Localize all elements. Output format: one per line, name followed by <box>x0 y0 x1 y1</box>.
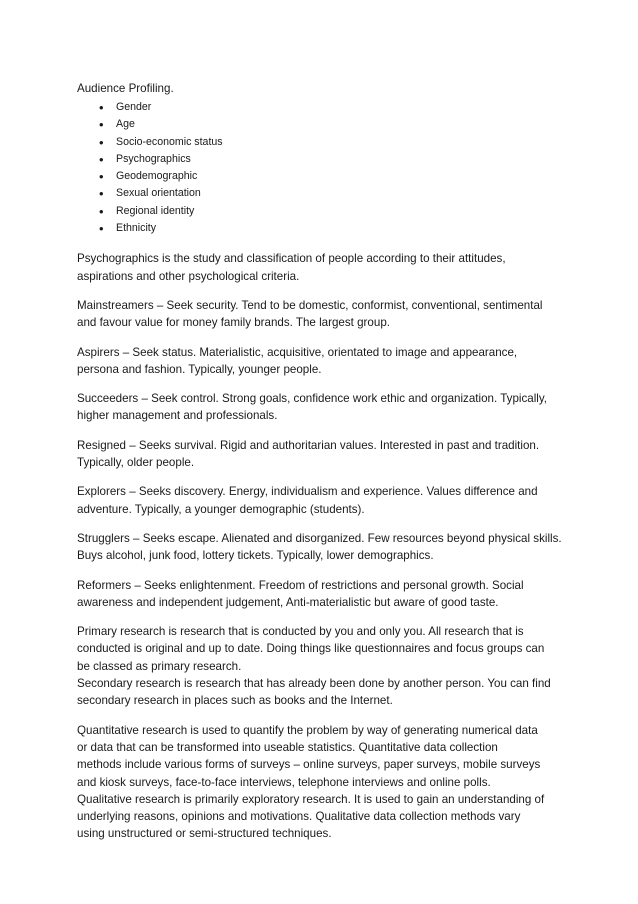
paragraph-aspirers: Aspirers – Seek status. Materialistic, acquisitive, orientated to image and appearance, persona and fashion. Typically, younger people. <box>77 345 518 376</box>
paragraph-explorers: Explorers – Seeks discovery. Energy, individualism and experience. Values difference and adventure. Typically, a younger demographic (students). <box>77 485 538 516</box>
list-item: • Regional identity <box>99 203 577 220</box>
list-item: • Socio-economic status <box>99 134 577 151</box>
list-item: • Age <box>99 116 577 133</box>
list-item: • Psychographics <box>99 151 577 168</box>
list-item: • Gender <box>99 99 577 116</box>
paragraph-mainstreamers: Mainstreamers – Seek security. Tend to be domestic, conformist, conventional, sentimental and favour value for money family brands. The largest group. <box>77 298 543 330</box>
paragraph-strugglers: Strugglers – Seeks escape. Alienated and disorganized. Few resources beyond physical skills. Buys alcohol, junk food, lottery tickets. Typically, lower demographics. <box>77 531 562 563</box>
list-item: • Sexual orientation <box>99 185 577 202</box>
list-item: • Geodemographic <box>99 168 577 185</box>
paragraph-reformers: Reformers – Seeks enlightenment. Freedom of restrictions and personal growth. Social awareness and independent judgement, Anti-materialistic but aware of good taste. <box>77 578 524 609</box>
paragraph-primary-secondary-research: Primary research is research that is conducted by you and only you. All research that is conducted is original and up to date. Doing things like questionnaires and focus groups can be classed as primary research. Secondary research is research that has already been done by another person. You can find secondary research in places such as books and the Internet. <box>77 625 551 708</box>
paragraph-resigned: Resigned – Seeks survival. Rigid and authoritarian values. Interested in past and tradition. Typically, older people. <box>77 438 540 470</box>
list-item: • Ethnicity <box>99 220 577 237</box>
page-title: Audience Profiling. <box>77 82 174 95</box>
paragraph-succeeders: Succeeders – Seek control. Strong goals, confidence work ethic and organization. Typically, higher management and professionals. <box>77 392 548 423</box>
paragraph-quantitative-qualitative-research: Quantitative research is used to quantify the problem by way of generating numerical data or data that can be transformed into useable statistics. Quantitative data collection methods include various forms of surveys – online surveys, paper surveys, mobile surveys and kiosk surveys, face-to-face interviews, telephone interviews and online polls. Qualitative research is primarily exploratory research. It is used to gain an understanding of underlying reasons, opinions and motivations. Qualitative data collection methods vary using unstructured or semi-structured techniques. <box>77 723 545 841</box>
profiling-list <box>77 99 577 237</box>
paragraph-psychographics: Psychographics is the study and classification of people according to their attitudes, aspirations and other psychological criteria. <box>77 252 506 283</box>
document-page <box>77 80 577 843</box>
